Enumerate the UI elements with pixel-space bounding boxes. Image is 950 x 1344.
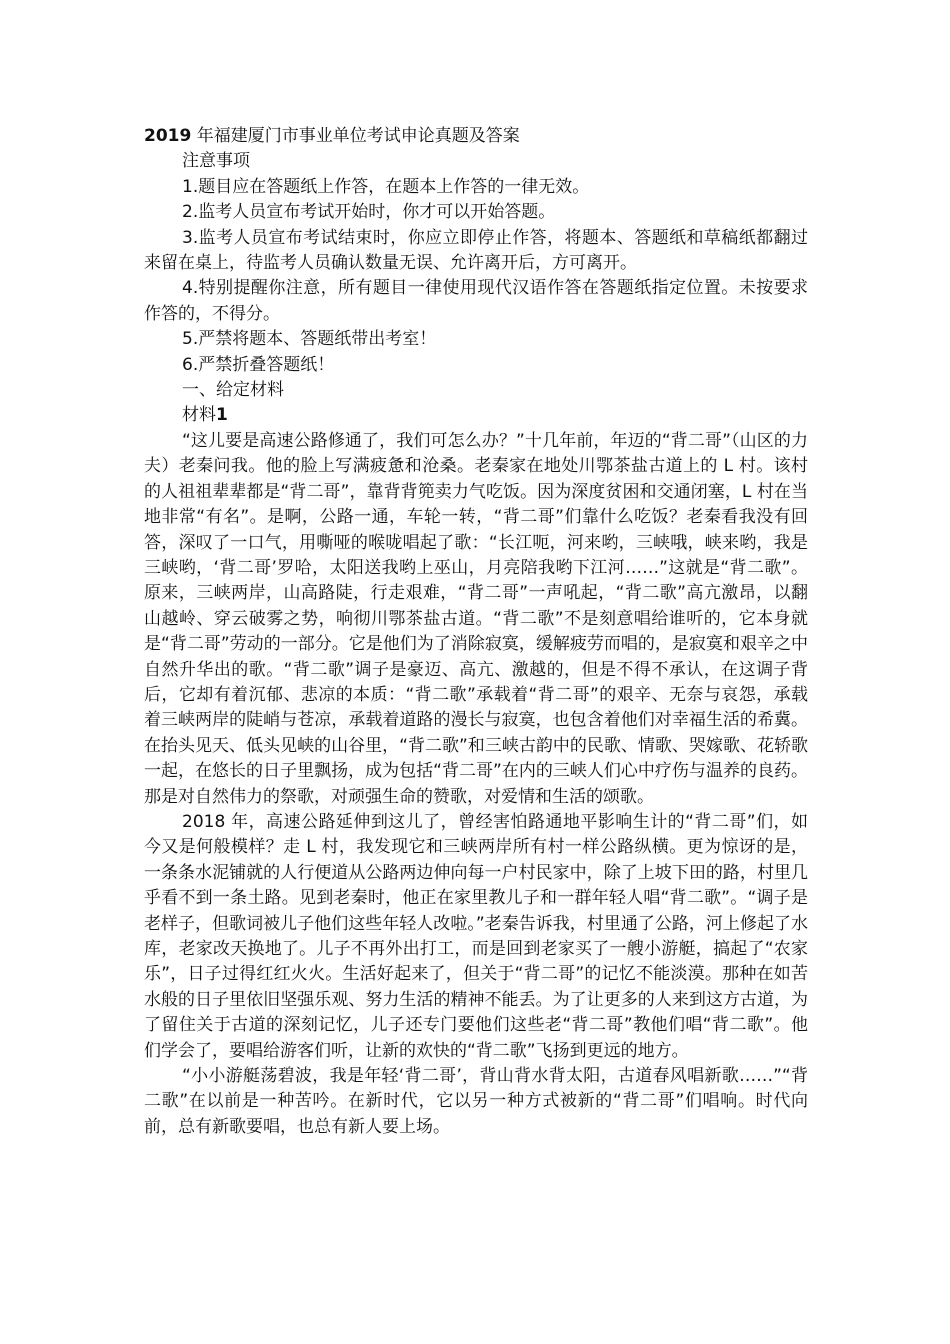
rule-5: 5.严禁将题本、答题纸带出考室！: [182, 329, 437, 350]
rule-2: 2.监考人员宣布考试开始时，你才可以开始答题。: [182, 202, 556, 223]
document-page: [144, 124, 808, 1140]
material-label: [144, 403, 808, 428]
material-paragraph-1: “这儿要是高速公路修通了，我们可怎么办？”十几年前，年迈的“背二哥”（山区的力夫）老秦问我。他的脸上写满疲惫和沧桑。老秦家在地处川鄂茶盐古道上的 L 村。该村的人祖祖辈辈都是“背二哥”，靠背背篼卖力气吃饭。因为深度贫困和交通闭塞，L 村在当地非常“有名”。是啊，公路一通，车轮一转，“背二哥”们靠什么吃饭？老秦看我没有回答，深叹了一口气，用嘶哑的喉咙唱起了歌：“长江呃，河来哟，三峡哦，峡来哟，我是三峡哟，‘背二哥’罗哈，太阳送我哟上巫山，月亮陪我哟下江河……”这就是“背二歌”。原来，三峡两岸，山高路陡，行走艰难，“背二哥”一声吼起，“背二歌”高亢激昂，以翻山越岭、穿云破雾之势，响彻川鄂茶盐古道。“背二歌”不是刻意唱给谁听的，它本身就是“背二哥”劳动的一部分。它是他们为了消除寂寞，缓解疲劳而唱的，是寂寞和艰辛之中自然升华出的歌。“背二歌”调子是豪迈、高亢、激越的，但是不得不承认，在这调子背后，它却有着沉郁、悲凉的本质：“背二歌”承载着“背二哥”的艰辛、无奈与哀怨，承载着三峡两岸的陡峭与苍凉，承载着道路的漫长与寂寞，也包含着他们对幸福生活的希冀。在抬头见天、低头见峡的山谷里，“背二歌”和三峡古韵中的民歌、情歌、哭嫁歌、花轿歌一起，在悠长的日子里飘扬，成为包括“背二哥”在内的三峡人们心中疗伤与温养的良药。那是对自然伟力的祭歌，对顽强生命的赞歌，对爱情和生活的颂歌。: [144, 430, 808, 807]
rule-3: 3.监考人员宣布考试结束时，你应立即停止作答，将题本、答题纸和草稿纸都翻过来留在桌上，待监考人员确认数量无误、允许离开后，方可离开。: [144, 227, 808, 274]
rule-6: 6.严禁折叠答题纸！: [182, 354, 335, 375]
rule-4: 4.特别提醒你注意，所有题目一律使用现代汉语作答在答题纸指定位置。未按要求作答的，不得分。: [144, 278, 808, 324]
title-text: 年福建厦门市事业单位考试申论真题及答案: [191, 126, 520, 146]
notice-heading: 注意事项: [182, 151, 250, 172]
material-label-text: 材料: [182, 405, 216, 426]
section-heading: 一、给定材料: [182, 380, 284, 401]
material-paragraph-3: “小小游艇荡碧波，我是年轻‘背二哥’，背山背水背太阳，古道春风唱新歌……”“背二歌”在以前是一种苦吟。在新时代，它以另一种方式被新的“背二哥”们唱响。时代向前，总有新歌要唱，也总有新人要上场。: [144, 1066, 808, 1137]
material-number: 1: [216, 405, 228, 426]
rule-1: 1.题目应在答题纸上作答，在题本上作答的一律无效。: [182, 176, 590, 197]
material-paragraph-2: 2018 年，高速公路延伸到这儿了，曾经害怕路通地平影响生计的“背二哥”们，如今又是何般模样？走 L 村，我发现它和三峡两岸所有村一样公路纵横。更为惊讶的是，一条条水泥铺就的人行便道从公路两边伸向每一户村民家中，除了上坡下田的路，村里几乎看不到一条土路。见到老秦时，他正在家里教儿子和一群年轻人唱“背二歌”。“调子是老样子，但歌词被儿子他们这些年轻人改啦。”老秦告诉我，村里通了公路，河上修起了水库，老家改天换地了。儿子不再外出打工，而是回到老家买了一艘小游艇，搞起了“农家乐”，日子过得红红火火。生活好起来了，但关于“背二哥”的记忆不能淡漠。那种在如苦水般的日子里依旧坚强乐观、努力生活的精神不能丢。为了让更多的人来到这方古道，为了留住关于古道的深刻记忆，儿子还专门要他们这些老“背二哥”教他们唱“背二歌”。他们学会了，要唱给游客们听，让新的欢快的“背二歌”飞扬到更远的地方。: [144, 811, 808, 1061]
title-year: 2019: [144, 126, 192, 146]
document-title: [144, 124, 808, 149]
